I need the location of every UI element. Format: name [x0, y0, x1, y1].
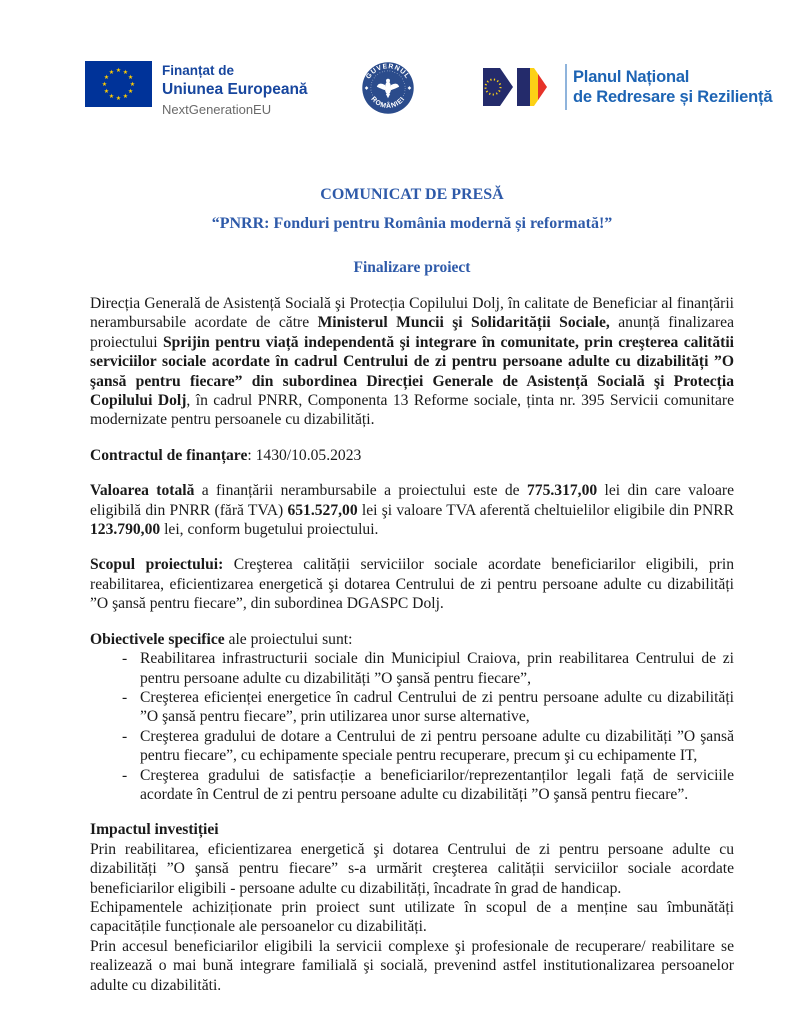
list-item	[90, 766, 734, 805]
logo-header	[0, 0, 791, 130]
text-segment: lei şi valoare TVA aferentă cheltuielilor eligibile din PNRR	[357, 501, 735, 519]
svg-text:★: ★	[115, 67, 122, 74]
svg-text:★: ★	[127, 88, 134, 95]
value-paragraph	[90, 481, 734, 539]
eu-funded-text	[162, 61, 308, 119]
text-segment: anunță finalizarea proiectului	[90, 314, 735, 351]
list-item-text: Creşterea gradului de dotare a Centrului de zi pentru persoane adulte cu dizabilități ”O şansă pentru fiecare”, cu echipamente speciale pentru recuperare, precum şi cu echipamente IT,	[140, 727, 734, 765]
svg-text:★: ★	[108, 68, 115, 76]
bold-text-segment: 123.790,00	[90, 521, 161, 539]
impact-paragraphs	[90, 840, 734, 995]
svg-text:★: ★	[101, 81, 108, 88]
impact-paragraph: Prin reabilitarea, eficientizarea energetică şi dotarea Centrului de zi pentru persoane adulte cu dizabilități ”O şansă pentru fiecare” s-a urmărit creşterea calității serviciilor sociale acordate beneficiarilor eligibili - persoane adulte cu dizabilități, încadrate în grad de handicap.	[90, 840, 734, 897]
pnrr-logo	[483, 64, 772, 110]
svg-text:★: ★	[103, 88, 110, 95]
eu-flag-icon	[85, 61, 152, 107]
eu-funded-line2: Uniunea Europeană	[162, 80, 308, 98]
text-segment: : 1430/10.05.2023	[247, 446, 362, 464]
contract-line	[90, 446, 734, 465]
svg-text:★: ★	[108, 93, 115, 101]
gov-seal-icon	[358, 58, 418, 118]
impact-paragraph: Echipamentele achiziționate prin proiect sunt utilizate în scopul de a menține sau îmbunătăți capacitățile funcționale ale persoanelor cu dizabilități.	[90, 898, 734, 936]
bold-text-segment: Ministerul Muncii şi Solidarității Sociale,	[317, 314, 610, 332]
impact-paragraph: Prin accesul beneficiarilor eligibili la servicii complexe şi profesionale de recuperare/ reabilitare se realizează o mai bună integrare familială şi socială, prevenind astfel institutionalizarea persoanelor adulte cu dizabilităti.	[90, 937, 734, 994]
bold-text-segment: Obiectivele specifice	[90, 630, 225, 648]
gov-seal-top-text: GUVERNUL	[365, 63, 411, 81]
bold-text-segment: Valoarea totală	[90, 482, 195, 500]
scope-paragraph	[90, 555, 734, 613]
objectives-intro	[90, 630, 734, 649]
svg-text:★: ★	[103, 74, 110, 81]
text-segment: , în cadrul PNRR, Componenta 13 Reforme sociale, ținta nr. 395 Servicii comunitare modernizate pentru persoanele cu dizabilități.	[90, 392, 734, 429]
bold-text-segment: 651.527,00	[287, 501, 358, 519]
text-segment: a finanțării nerambursabile a proiectului este de	[194, 482, 527, 500]
svg-text:★: ★	[115, 95, 122, 102]
pnrr-arrows-icon	[483, 67, 549, 107]
pnrr-divider	[565, 64, 567, 110]
pnrr-title-line1: Planul Național	[573, 67, 690, 86]
press-release-title: COMUNICAT DE PRESĂ	[320, 186, 504, 203]
list-item	[90, 649, 734, 688]
bold-text-segment: 775.317,00	[526, 482, 598, 500]
eu-funded-logo	[85, 61, 308, 119]
list-item	[90, 727, 734, 766]
eu-funded-line1: Finanțat de	[162, 63, 235, 78]
text-segment: lei, conform bugetului proiectului.	[160, 521, 379, 539]
list-item-text: Reabilitarea infrastructurii sociale din Municipiul Craiova, prin reabilitarea Centrului de zi pentru persoane adulte cu dizabilități ”O şansă pentru fiecare”,	[140, 650, 734, 687]
list-marker: -	[122, 650, 128, 668]
eu-nextgen-label: NextGenerationEU	[162, 102, 272, 118]
intro-paragraph	[90, 294, 734, 430]
bold-text-segment: Scopul proiectului:	[90, 556, 224, 574]
svg-text:★: ★	[129, 81, 136, 88]
text-segment: ale proiectului sunt:	[224, 630, 353, 648]
section-title: Finalizare proiect	[353, 259, 471, 276]
pnrr-title	[573, 67, 772, 107]
list-item-text: Creşterea gradului de satisfacție a beneficiarilor/reprezentanților legali față de serviciile acordate în Centrul de zi pentru persoane adulte cu dizabilități ”O şansă pentru fiecare”.	[140, 766, 734, 803]
bold-text-segment: Sprijin pentru viață independentă şi integrare în comunitate, prin creşterea calitătii serviciilor sociale acordate în cadrul Centrului de zi pentru persoane adulte cu dizabilități ”O şansă pentru fiecare” din subordinea Direcției Generale de Asistență Socială şi Protecția Copilului Dolj	[90, 333, 734, 410]
list-item	[90, 688, 734, 727]
list-marker: -	[122, 727, 128, 745]
press-release-subtitle: “PNRR: Fonduri pentru România modernă și reformată!”	[211, 215, 613, 232]
text-segment: Creşterea calității serviciilor sociale acordate beneficiarilor eligibili, prin reabilitarea, eficientizarea energetică şi dotarea Centrului de zi pentru persoane adulte cu dizabilități ”O şansă pentru fiecare”, din subordinea DGASPC Dolj.	[90, 556, 734, 613]
svg-text:★: ★	[127, 74, 134, 81]
text-segment: Direcția Generală de Asistență Socială şi Protecția Copilului Dolj, în calitate de Beneficiar al finanțării nerambursabile acordate de către	[90, 295, 734, 332]
impact-heading: Impactul investiției	[90, 821, 219, 839]
list-marker: -	[122, 688, 128, 706]
text-segment: lei din care valoare eligibilă din PNRR (fără TVA)	[90, 482, 734, 519]
objectives-list	[90, 649, 734, 804]
bold-text-segment: Contractul de finanțare	[90, 446, 248, 464]
pnrr-title-line2: de Redresare și Reziliență	[573, 88, 773, 106]
gov-seal-bottom-text: ROMÂNIEI	[369, 95, 407, 110]
list-marker: -	[122, 766, 128, 784]
svg-text:★: ★	[122, 93, 129, 101]
svg-text:★: ★	[122, 68, 129, 76]
list-item-text: Creşterea eficienței energetice în cadrul Centrului de zi pentru persoane adulte cu dizabilități ”O şansă pentru fiecare”, prin utilizarea unor surse alternative,	[140, 688, 734, 726]
document-body	[0, 186, 791, 995]
